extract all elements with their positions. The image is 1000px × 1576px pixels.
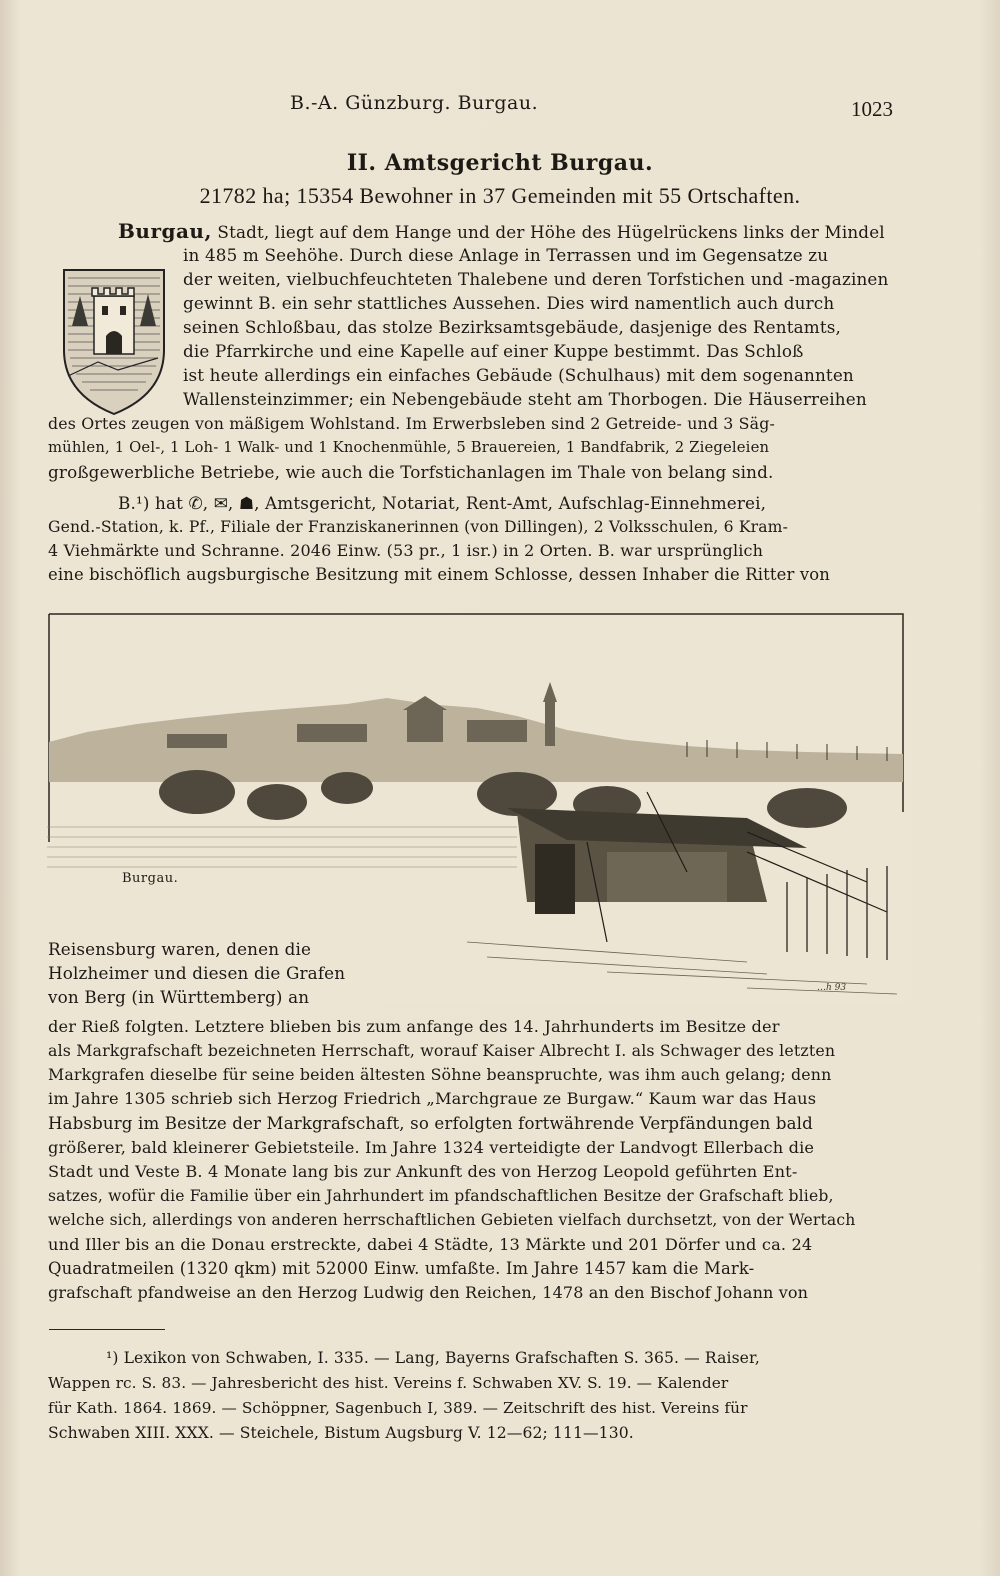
paragraph-line: ist heute allerdings ein einfaches Gebäude (Schulhaus) mit dem sogenannten	[183, 365, 854, 385]
footnote-divider	[49, 1329, 165, 1330]
running-head: B.-A. Günzburg. Burgau.	[290, 92, 539, 114]
paragraph-line: von Berg (in Württemberg) an	[48, 987, 310, 1007]
paragraph-line: Quadratmeilen (1320 qkm) mit 52000 Einw. umfaßte. Im Jahre 1457 kam die Mark-	[48, 1259, 755, 1278]
illustration-caption: Burgau.	[122, 871, 179, 886]
paragraph-line: Burgau, Stadt, liegt auf dem Hange und der Höhe des Hügelrückens links der Mindel	[118, 219, 885, 243]
paragraph-line: der Rieß folgten. Letztere blieben bis zum anfange des 14. Jahrhunderts im Besitze der	[48, 1017, 780, 1036]
paragraph-line: satzes, wofür die Familie über ein Jahrhundert im pfandschaftlichen Besitze der Grafschaft blieb,	[48, 1187, 834, 1205]
paragraph-line: Stadt und Veste B. 4 Monate lang bis zur Ankunft des von Herzog Leopold geführten Ent-	[48, 1162, 798, 1181]
paragraph-line: größerer, bald kleinerer Gebietsteile. Im Jahre 1324 verteidigte der Landvogt Ellerbach die	[48, 1138, 815, 1157]
paragraph-line: B.¹) hat ✆, ✉, ☗, Amtsgericht, Notariat, Rent-Amt, Aufschlag-Einnehmerei,	[118, 493, 767, 513]
paragraph-line: gewinnt B. ein sehr stattliches Aussehen. Dies wird namentlich auch durch	[183, 293, 835, 313]
paragraph-line: und Iller bis an die Donau erstreckte, dabei 4 Städte, 13 Märkte und 201 Dörfer und ca. 24	[48, 1235, 813, 1254]
district-statistics: 21782 ha; 15354 Bewohner in 37 Gemeinden mit 55 Ortschaften.	[199, 183, 801, 208]
paragraph-line: als Markgrafschaft bezeichneten Herrschaft, worauf Kaiser Albrecht I. als Schwager des letzten	[48, 1041, 836, 1060]
footnote-line: Wappen rc. S. 83. — Jahresbericht des hist. Vereins f. Schwaben XV. S. 19. — Kalender	[48, 1374, 729, 1392]
paragraph-line: Gend.-Station, k. Pf., Filiale der Franziskanerinnen (von Dillingen), 2 Volksschulen, 6 Kram-	[48, 518, 789, 536]
paragraph-line: seinen Schloßbau, das stolze Bezirksamtsgebäude, dasjenige des Rentamts,	[183, 317, 841, 337]
paragraph-line: großgewerbliche Betriebe, wie auch die Torfstichanlagen im Thale von belang sind.	[48, 462, 774, 482]
paragraph-line: eine bischöflich augsburgische Besitzung mit einem Schlosse, dessen Inhaber die Ritter von	[48, 565, 830, 584]
section-title: II. Amtsgericht Burgau.	[346, 150, 654, 176]
footnote-line: Schwaben XIII. XXX. — Steichele, Bistum Augsburg V. 12—62; 111—130.	[48, 1424, 634, 1442]
paragraph-line: Wallensteinzimmer; ein Nebengebäude steht am Thorbogen. Die Häuserreihen	[183, 389, 867, 409]
paragraph-line: der weiten, vielbuchfeuchteten Thalebene und deren Torfstichen und -magazinen	[183, 269, 889, 289]
paragraph-line: Markgrafen dieselbe für seine beiden ältesten Söhne beanspruchte, was ihm auch gelang; denn	[48, 1065, 832, 1084]
paragraph-line: in 485 m Seehöhe. Durch diese Anlage in Terrassen und im Gegensatze zu	[183, 245, 829, 265]
paragraph-line: im Jahre 1305 schrieb sich Herzog Friedrich „Marchgraue ze Burgaw.“ Kaum war das Haus	[48, 1089, 817, 1108]
footnote-line: ¹) Lexikon von Schwaben, I. 335. — Lang, Bayerns Grafschaften S. 365. — Raiser,	[106, 1349, 760, 1367]
paragraph-line: mühlen, 1 Oel-, 1 Loh- 1 Walk- und 1 Knochenmühle, 5 Brauereien, 1 Bandfabrik, 2 Ziegeleien	[48, 439, 770, 456]
paragraph-line: die Pfarrkirche und eine Kapelle auf einer Kuppe bestimmt. Das Schloß	[183, 341, 804, 361]
paragraph-line: 4 Viehmärkte und Schranne. 2046 Einw. (53 pr., 1 isr.) in 2 Orten. B. war ursprünglich	[48, 541, 764, 560]
paragraph-line: grafschaft pfandweise an den Herzog Ludwig den Reichen, 1478 an den Bischof Johann von	[48, 1283, 809, 1302]
paragraph-line: Reisensburg waren, denen die	[48, 939, 312, 959]
footnote-line: für Kath. 1864. 1869. — Schöppner, Sagenbuch I, 389. — Zeitschrift des hist. Vereins für	[48, 1399, 748, 1417]
paragraph-line: Habsburg im Besitze der Markgrafschaft, so erfolgten fortwährende Verpfändungen bald	[48, 1114, 813, 1133]
coat-of-arms-image	[58, 266, 170, 418]
place-name: Burgau,	[118, 219, 212, 243]
artist-signature: …h 93	[817, 983, 847, 993]
paragraph-line: Holzheimer und diesen die Grafen	[48, 963, 346, 983]
page-number: 1023	[851, 97, 893, 121]
paragraph-line: des Ortes zeugen von mäßigem Wohlstand. Im Erwerbsleben sind 2 Getreide- und 3 Säg-	[48, 414, 775, 433]
paragraph-line: welche sich, allerdings von anderen herrschaftlichen Gebieten vielfach durchsetzt, von der Wertach	[48, 1211, 856, 1229]
